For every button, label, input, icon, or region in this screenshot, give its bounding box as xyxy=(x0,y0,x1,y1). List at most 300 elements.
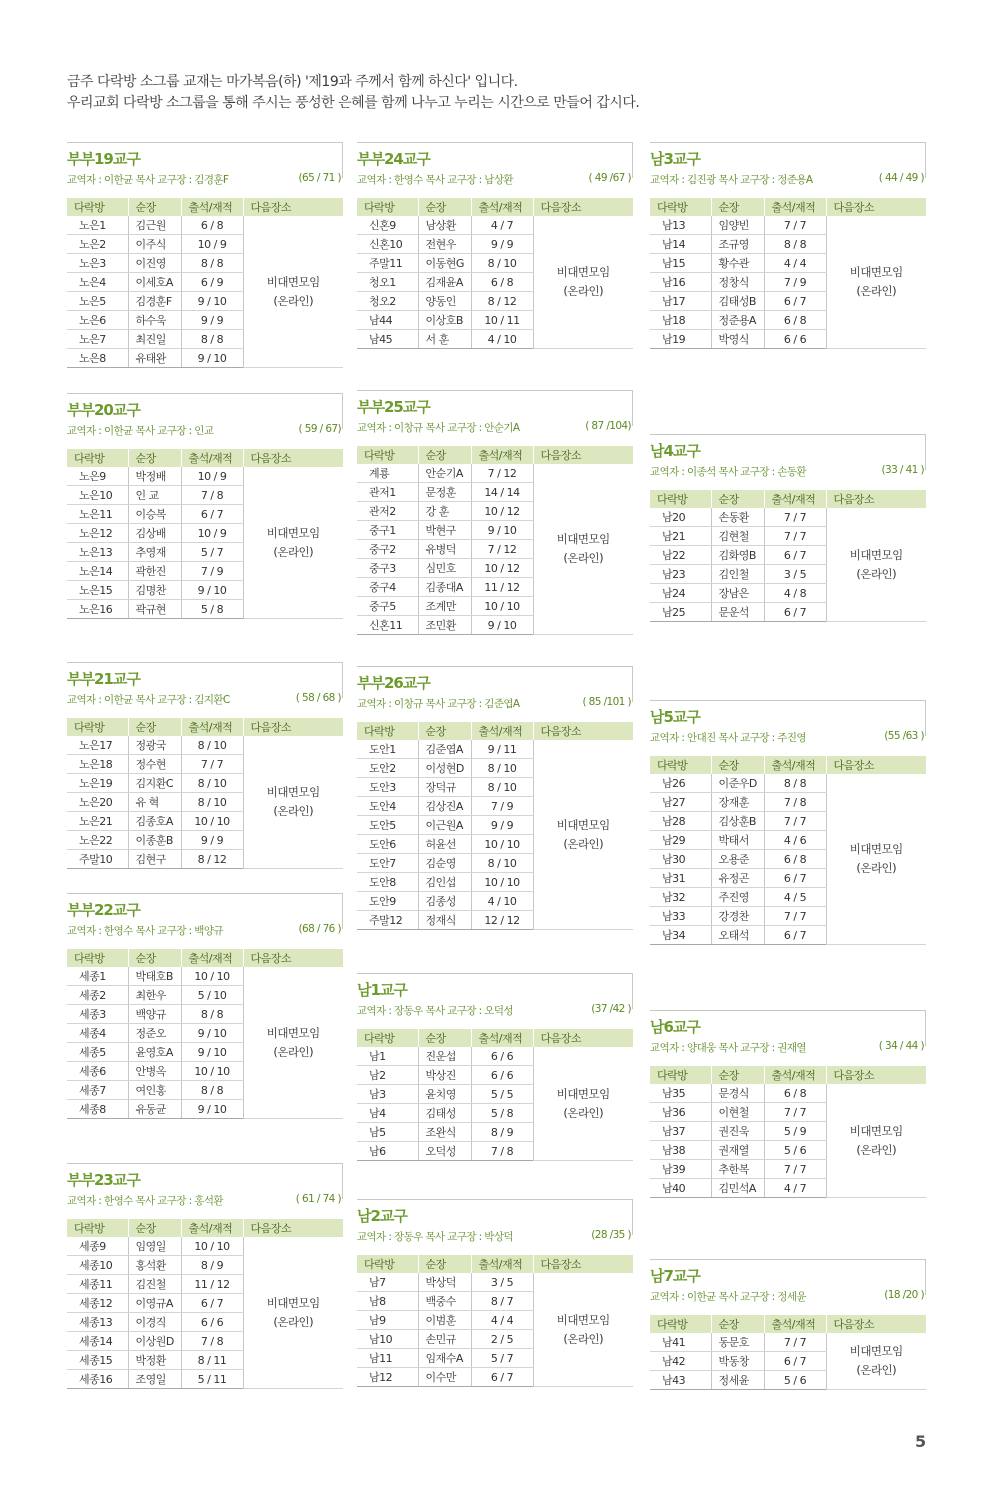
sunjang-cell: 문경식 xyxy=(711,1084,764,1103)
attendance-cell: 8 / 10 xyxy=(471,778,533,797)
dalakbang-cell: 관저2 xyxy=(357,502,418,521)
dalakbang-cell: 남35 xyxy=(650,1084,711,1103)
sunjang-cell: 서 훈 xyxy=(418,330,471,349)
table-row xyxy=(650,774,926,793)
sunjang-cell: 조계만 xyxy=(418,597,471,616)
attendance-cell: 7 / 7 xyxy=(764,216,826,235)
attendance-cell: 6 / 7 xyxy=(764,869,826,888)
sunjang-cell: 정수현 xyxy=(128,755,181,774)
district-title: 남7교구 xyxy=(650,1267,700,1285)
sunjang-cell: 정세윤 xyxy=(711,1371,764,1390)
table-header-row xyxy=(357,446,633,464)
attendance-cell: 8 / 10 xyxy=(471,759,533,778)
attendance-cell: 8 / 8 xyxy=(181,254,243,273)
header-next-place: 다음장소 xyxy=(533,722,633,740)
dalakbang-cell: 도안5 xyxy=(357,816,418,835)
header-sunjang: 순장 xyxy=(711,756,764,774)
attendance-cell: 5 / 8 xyxy=(181,600,243,619)
sunjang-cell: 조영일 xyxy=(128,1370,181,1389)
dalakbang-cell: 중구1 xyxy=(357,521,418,540)
attendance-ratio: (33 / 41 ) xyxy=(881,464,924,476)
attendance-cell: 10 / 10 xyxy=(181,967,243,986)
sunjang-cell: 문운석 xyxy=(711,603,764,622)
sunjang-cell: 박태서 xyxy=(711,831,764,850)
header-sunjang: 순장 xyxy=(711,198,764,216)
header-next-place: 다음장소 xyxy=(533,1029,633,1047)
next-place-line-2: (온라인) xyxy=(856,1363,897,1377)
header-attendance: 출석/재적 xyxy=(764,756,826,774)
attendance-table xyxy=(650,490,927,622)
header-dalakbang: 다락방 xyxy=(67,198,128,216)
district-meta xyxy=(67,923,341,938)
sunjang-cell: 이성현D xyxy=(418,759,471,778)
district-meta xyxy=(67,692,341,707)
attendance-cell: 11 / 12 xyxy=(181,1275,243,1294)
sunjang-cell: 유동균 xyxy=(128,1100,181,1119)
next-place-cell xyxy=(243,216,343,368)
attendance-cell: 10 / 10 xyxy=(471,873,533,892)
dalakbang-cell: 남17 xyxy=(650,292,711,311)
next-place-cell xyxy=(243,736,343,869)
district-title: 부부19교구 xyxy=(67,150,140,168)
attendance-cell: 10 / 10 xyxy=(471,597,533,616)
attendance-cell: 10 / 10 xyxy=(471,835,533,854)
sunjang-cell: 심민호 xyxy=(418,559,471,578)
attendance-cell: 4 / 6 xyxy=(764,831,826,850)
district-header xyxy=(67,662,343,718)
sunjang-cell: 박정환 xyxy=(128,1351,181,1370)
sunjang-cell: 김인섭 xyxy=(418,873,471,892)
district-pastor-leader: 교역자 : 이한균 목사 교구장 : 김지환C xyxy=(67,694,230,706)
table-header-row xyxy=(67,1219,343,1237)
header-next-place: 다음장소 xyxy=(243,449,343,467)
header-next-place: 다음장소 xyxy=(243,949,343,967)
dalakbang-cell: 남37 xyxy=(650,1122,711,1141)
header-attendance: 출석/재적 xyxy=(181,198,243,216)
district-meta xyxy=(650,1289,924,1304)
next-place-line-2: (온라인) xyxy=(563,1331,604,1346)
attendance-ratio: (28 /35 ) xyxy=(591,1229,631,1241)
dalakbang-cell: 도안7 xyxy=(357,854,418,873)
sunjang-cell: 김현철 xyxy=(711,527,764,546)
sunjang-cell: 박정배 xyxy=(128,467,181,486)
district-block xyxy=(357,142,633,349)
district-header xyxy=(650,142,926,198)
attendance-cell: 10 / 9 xyxy=(181,467,243,486)
table-row xyxy=(650,1333,926,1352)
sunjang-cell: 정준용A xyxy=(711,311,764,330)
dalakbang-cell: 신혼9 xyxy=(357,216,418,235)
sunjang-cell: 이수만 xyxy=(418,1368,471,1387)
next-place-line-1: 비대면모임 xyxy=(849,265,903,279)
header-attendance: 출석/재적 xyxy=(471,1255,533,1273)
attendance-cell: 9 / 9 xyxy=(181,831,243,850)
attendance-cell: 7 / 12 xyxy=(471,464,533,483)
table-header-row xyxy=(650,198,926,216)
sunjang-cell: 김인철 xyxy=(711,565,764,584)
next-place-line-2: (온라인) xyxy=(856,284,897,298)
attendance-ratio: (65 / 71 ) xyxy=(298,172,341,184)
sunjang-cell: 이진영 xyxy=(128,254,181,273)
attendance-cell: 6 / 8 xyxy=(764,1084,826,1103)
table-row xyxy=(67,967,343,986)
attendance-cell: 6 / 8 xyxy=(471,273,533,292)
attendance-cell: 4 / 10 xyxy=(471,330,533,349)
dalakbang-cell: 남31 xyxy=(650,869,711,888)
header-dalakbang: 다락방 xyxy=(357,198,418,216)
page-number: 5 xyxy=(915,1432,927,1451)
attendance-ratio: ( 85 /101 ) xyxy=(582,696,631,708)
attendance-cell: 8 / 8 xyxy=(764,774,826,793)
attendance-cell: 8 / 9 xyxy=(181,1256,243,1275)
header-attendance: 출석/재적 xyxy=(764,490,826,508)
dalakbang-cell: 노은13 xyxy=(67,543,128,562)
attendance-cell: 9 / 10 xyxy=(181,1043,243,1062)
district-meta xyxy=(650,172,924,187)
attendance-cell: 9 / 10 xyxy=(471,521,533,540)
attendance-cell: 7 / 8 xyxy=(471,1142,533,1161)
table-row xyxy=(67,736,343,755)
attendance-cell: 9 / 10 xyxy=(471,616,533,635)
next-place-line-1: 비대면모임 xyxy=(266,274,320,289)
attendance-ratio: ( 61 / 74 ) xyxy=(295,1193,341,1205)
table-row xyxy=(357,1047,633,1066)
district-meta xyxy=(67,1193,341,1208)
attendance-ratio: ( 58 / 68 ) xyxy=(295,692,341,704)
district-block xyxy=(650,1010,926,1198)
attendance-cell: 7 / 7 xyxy=(764,508,826,527)
header-dalakbang: 다락방 xyxy=(67,1219,128,1237)
sunjang-cell: 안순기A xyxy=(418,464,471,483)
header-attendance: 출석/재적 xyxy=(471,198,533,216)
attendance-cell: 5 / 6 xyxy=(764,1141,826,1160)
district-block xyxy=(357,1199,633,1387)
dalakbang-cell: 노은7 xyxy=(67,330,128,349)
attendance-cell: 6 / 6 xyxy=(471,1066,533,1085)
sunjang-cell: 유 혁 xyxy=(128,793,181,812)
dalakbang-cell: 노은3 xyxy=(67,254,128,273)
header-dalakbang: 다락방 xyxy=(357,1255,418,1273)
district-pastor-leader: 교역자 : 한영수 목사 교구장 : 백양규 xyxy=(67,925,223,937)
sunjang-cell: 권진욱 xyxy=(711,1122,764,1141)
header-next-place: 다음장소 xyxy=(243,1219,343,1237)
sunjang-cell: 정광국 xyxy=(128,736,181,755)
district-block xyxy=(67,893,343,1119)
sunjang-cell: 김경훈F xyxy=(128,292,181,311)
dalakbang-cell: 남11 xyxy=(357,1349,418,1368)
attendance-table xyxy=(357,198,634,349)
dalakbang-cell: 노은9 xyxy=(67,467,128,486)
sunjang-cell: 이근원A xyxy=(418,816,471,835)
sunjang-cell: 조완식 xyxy=(418,1123,471,1142)
attendance-cell: 7 / 7 xyxy=(764,527,826,546)
sunjang-cell: 김상배 xyxy=(128,524,181,543)
attendance-table xyxy=(67,718,344,869)
header-sunjang: 순장 xyxy=(128,718,181,736)
attendance-table xyxy=(650,756,927,945)
dalakbang-cell: 남5 xyxy=(357,1123,418,1142)
attendance-cell: 10 / 10 xyxy=(181,1062,243,1081)
dalakbang-cell: 노은15 xyxy=(67,581,128,600)
attendance-ratio: (68 / 76 ) xyxy=(298,923,341,935)
district-meta xyxy=(650,730,924,745)
header-attendance: 출석/재적 xyxy=(471,1029,533,1047)
attendance-cell: 9 / 10 xyxy=(181,349,243,368)
sunjang-cell: 여인홍 xyxy=(128,1081,181,1100)
district-header xyxy=(650,1010,926,1066)
sunjang-cell: 김준엽A xyxy=(418,740,471,759)
sunjang-cell: 박태호B xyxy=(128,967,181,986)
dalakbang-cell: 세종11 xyxy=(67,1275,128,1294)
header-attendance: 출석/재적 xyxy=(471,722,533,740)
dalakbang-cell: 신혼11 xyxy=(357,616,418,635)
sunjang-cell: 유태완 xyxy=(128,349,181,368)
dalakbang-cell: 남3 xyxy=(357,1085,418,1104)
next-place-line-1: 비대면모임 xyxy=(556,1086,610,1101)
attendance-cell: 7 / 8 xyxy=(181,1332,243,1351)
attendance-cell: 7 / 7 xyxy=(764,1103,826,1122)
attendance-cell: 7 / 7 xyxy=(764,907,826,926)
sunjang-cell: 김지환C xyxy=(128,774,181,793)
attendance-cell: 3 / 5 xyxy=(471,1273,533,1292)
dalakbang-cell: 남19 xyxy=(650,330,711,349)
sunjang-cell: 임재수A xyxy=(418,1349,471,1368)
sunjang-cell: 추한복 xyxy=(711,1160,764,1179)
sunjang-cell: 조민환 xyxy=(418,616,471,635)
table-header-row xyxy=(357,722,633,740)
next-place-line-2: (온라인) xyxy=(563,1105,604,1120)
dalakbang-cell: 세종16 xyxy=(67,1370,128,1389)
attendance-cell: 8 / 10 xyxy=(181,793,243,812)
sunjang-cell: 김종호A xyxy=(128,812,181,831)
attendance-cell: 6 / 8 xyxy=(181,216,243,235)
attendance-cell: 5 / 5 xyxy=(471,1085,533,1104)
next-place-cell xyxy=(533,464,633,635)
district-meta xyxy=(650,1040,924,1055)
dalakbang-cell: 청오1 xyxy=(357,273,418,292)
next-place-cell xyxy=(533,1047,633,1161)
dalakbang-cell: 남39 xyxy=(650,1160,711,1179)
table-row xyxy=(357,464,633,483)
sunjang-cell: 백중수 xyxy=(418,1292,471,1311)
header-dalakbang: 다락방 xyxy=(650,756,711,774)
attendance-cell: 7 / 7 xyxy=(181,755,243,774)
table-header-row xyxy=(67,449,343,467)
attendance-table xyxy=(67,949,344,1119)
dalakbang-cell: 세종8 xyxy=(67,1100,128,1119)
dalakbang-cell: 주말11 xyxy=(357,254,418,273)
dalakbang-cell: 노은19 xyxy=(67,774,128,793)
table-row xyxy=(67,467,343,486)
district-pastor-leader: 교역자 : 이창규 목사 교구장 : 김준엽A xyxy=(357,698,520,710)
attendance-cell: 8 / 10 xyxy=(181,736,243,755)
attendance-cell: 9 / 10 xyxy=(181,1100,243,1119)
dalakbang-cell: 도안1 xyxy=(357,740,418,759)
attendance-cell: 6 / 7 xyxy=(764,926,826,945)
dalakbang-cell: 세종14 xyxy=(67,1332,128,1351)
dalakbang-cell: 남7 xyxy=(357,1273,418,1292)
header-attendance: 출석/재적 xyxy=(181,449,243,467)
district-pastor-leader: 교역자 : 이한균 목사 교구장 : 인교 xyxy=(67,425,214,437)
next-place-line-2: (온라인) xyxy=(563,836,604,851)
attendance-table xyxy=(357,446,634,635)
attendance-cell: 3 / 5 xyxy=(764,565,826,584)
dalakbang-cell: 남23 xyxy=(650,565,711,584)
attendance-cell: 4 / 10 xyxy=(471,892,533,911)
district-meta xyxy=(357,172,631,187)
district-pastor-leader: 교역자 : 한영수 목사 교구장 : 홍석환 xyxy=(67,1195,223,1207)
sunjang-cell: 추영재 xyxy=(128,543,181,562)
attendance-cell: 4 / 8 xyxy=(764,584,826,603)
table-header-row xyxy=(357,198,633,216)
sunjang-cell: 박상덕 xyxy=(418,1273,471,1292)
dalakbang-cell: 남4 xyxy=(357,1104,418,1123)
sunjang-cell: 인 교 xyxy=(128,486,181,505)
sunjang-cell: 윤치영 xyxy=(418,1085,471,1104)
attendance-cell: 6 / 7 xyxy=(471,1368,533,1387)
next-place-cell xyxy=(826,774,926,945)
attendance-cell: 9 / 10 xyxy=(181,581,243,600)
attendance-cell: 8 / 11 xyxy=(181,1351,243,1370)
sunjang-cell: 장재훈 xyxy=(711,793,764,812)
district-pastor-leader: 교역자 : 김진광 목사 교구장 : 정준용A xyxy=(650,174,813,186)
sunjang-cell: 허윤선 xyxy=(418,835,471,854)
next-place-cell xyxy=(243,967,343,1119)
dalakbang-cell: 노은21 xyxy=(67,812,128,831)
dalakbang-cell: 중구2 xyxy=(357,540,418,559)
district-header xyxy=(67,1163,343,1219)
dalakbang-cell: 남38 xyxy=(650,1141,711,1160)
table-header-row xyxy=(650,1315,926,1333)
sunjang-cell: 오덕성 xyxy=(418,1142,471,1161)
next-place-line-1: 비대면모임 xyxy=(266,1025,320,1040)
dalakbang-cell: 세종15 xyxy=(67,1351,128,1370)
dalakbang-cell: 세종7 xyxy=(67,1081,128,1100)
sunjang-cell: 이영규A xyxy=(128,1294,181,1313)
next-place-cell xyxy=(243,1237,343,1389)
sunjang-cell: 정준오 xyxy=(128,1024,181,1043)
attendance-ratio: ( 87 /104) xyxy=(585,420,631,432)
district-title: 남4교구 xyxy=(650,442,700,460)
dalakbang-cell: 노은14 xyxy=(67,562,128,581)
attendance-cell: 6 / 9 xyxy=(181,273,243,292)
sunjang-cell: 주진영 xyxy=(711,888,764,907)
attendance-cell: 6 / 8 xyxy=(764,850,826,869)
dalakbang-cell: 남43 xyxy=(650,1371,711,1390)
attendance-cell: 6 / 7 xyxy=(764,1352,826,1371)
next-place-line-1: 비대면모임 xyxy=(849,547,903,562)
attendance-cell: 4 / 7 xyxy=(764,1179,826,1198)
attendance-cell: 6 / 6 xyxy=(471,1047,533,1066)
attendance-cell: 6 / 7 xyxy=(181,505,243,524)
dalakbang-cell: 세종5 xyxy=(67,1043,128,1062)
district-pastor-leader: 교역자 : 한영수 목사 교구장 : 남상환 xyxy=(357,174,513,186)
dalakbang-cell: 노은20 xyxy=(67,793,128,812)
header-next-place: 다음장소 xyxy=(533,1255,633,1273)
dalakbang-cell: 남25 xyxy=(650,603,711,622)
sunjang-cell: 진운섭 xyxy=(418,1047,471,1066)
next-place-cell xyxy=(533,1273,633,1387)
header-attendance: 출석/재적 xyxy=(764,198,826,216)
attendance-ratio: ( 44 / 49 ) xyxy=(878,172,924,184)
table-row xyxy=(67,1237,343,1256)
header-dalakbang: 다락방 xyxy=(357,446,418,464)
dalakbang-cell: 도안2 xyxy=(357,759,418,778)
dalakbang-cell: 남14 xyxy=(650,235,711,254)
sunjang-cell: 김명찬 xyxy=(128,581,181,600)
table-header-row xyxy=(357,1255,633,1273)
sunjang-cell: 유정곤 xyxy=(711,869,764,888)
district-meta xyxy=(357,1229,631,1244)
district-title: 남2교구 xyxy=(357,1207,407,1225)
dalakbang-cell: 노은8 xyxy=(67,349,128,368)
attendance-cell: 8 / 8 xyxy=(764,235,826,254)
dalakbang-cell: 남30 xyxy=(650,850,711,869)
next-place-line-2: (온라인) xyxy=(273,1314,314,1329)
dalakbang-cell: 남16 xyxy=(650,273,711,292)
sunjang-cell: 이경직 xyxy=(128,1313,181,1332)
attendance-cell: 8 / 8 xyxy=(181,330,243,349)
attendance-cell: 6 / 7 xyxy=(764,292,826,311)
next-place-line-1: 비대면모임 xyxy=(266,785,320,799)
district-header xyxy=(650,1259,926,1315)
sunjang-cell: 김종대A xyxy=(418,578,471,597)
dalakbang-cell: 노은18 xyxy=(67,755,128,774)
dalakbang-cell: 세종13 xyxy=(67,1313,128,1332)
dalakbang-cell: 남8 xyxy=(357,1292,418,1311)
attendance-cell: 5 / 10 xyxy=(181,986,243,1005)
header-next-place: 다음장소 xyxy=(826,1315,926,1333)
dalakbang-cell: 남22 xyxy=(650,546,711,565)
sunjang-cell: 강 훈 xyxy=(418,502,471,521)
header-sunjang: 순장 xyxy=(128,1219,181,1237)
attendance-ratio: ( 34 / 44 ) xyxy=(878,1040,924,1052)
attendance-cell: 6 / 7 xyxy=(764,546,826,565)
next-place-cell xyxy=(826,1084,926,1198)
district-header xyxy=(67,142,343,198)
sunjang-cell: 박상진 xyxy=(418,1066,471,1085)
header-next-place: 다음장소 xyxy=(243,718,343,736)
dalakbang-cell: 노은10 xyxy=(67,486,128,505)
sunjang-cell: 손민규 xyxy=(418,1330,471,1349)
header-attendance: 출석/재적 xyxy=(471,446,533,464)
dalakbang-cell: 남9 xyxy=(357,1311,418,1330)
next-place-line-1: 비대면모임 xyxy=(556,532,610,546)
attendance-cell: 6 / 7 xyxy=(764,603,826,622)
attendance-cell: 6 / 6 xyxy=(181,1313,243,1332)
district-header xyxy=(357,973,633,1029)
attendance-table xyxy=(650,1315,927,1390)
dalakbang-cell: 남40 xyxy=(650,1179,711,1198)
district-title: 부부24교구 xyxy=(357,150,430,168)
header-next-place: 다음장소 xyxy=(826,756,926,774)
dalakbang-cell: 남45 xyxy=(357,330,418,349)
district-block xyxy=(650,142,926,349)
dalakbang-cell: 남15 xyxy=(650,254,711,273)
sunjang-cell: 곽한진 xyxy=(128,562,181,581)
district-pastor-leader: 교역자 : 안대진 목사 교구장 : 주진영 xyxy=(650,732,806,744)
dalakbang-cell: 남10 xyxy=(357,1330,418,1349)
sunjang-cell: 박동창 xyxy=(711,1352,764,1371)
sunjang-cell: 김근원 xyxy=(128,216,181,235)
dalakbang-cell: 중구5 xyxy=(357,597,418,616)
district-header xyxy=(67,393,343,449)
dalakbang-cell: 남27 xyxy=(650,793,711,812)
district-meta xyxy=(67,423,341,438)
sunjang-cell: 문정훈 xyxy=(418,483,471,502)
district-block xyxy=(650,1259,926,1390)
dalakbang-cell: 세종12 xyxy=(67,1294,128,1313)
